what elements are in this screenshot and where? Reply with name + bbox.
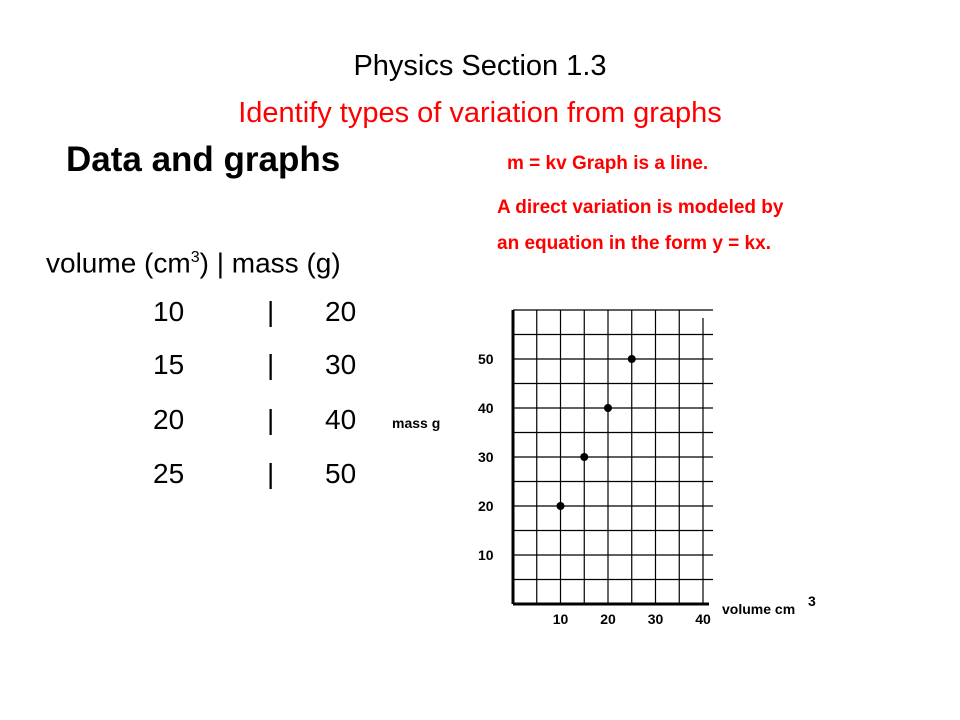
volume-cell: 15 [153,349,185,380]
volume-cell: 20 [153,404,185,435]
mass-cell: 20 [325,296,357,327]
y-tick-label: 10 [478,547,494,563]
mass-cell: 40 [325,404,357,435]
data-point [580,453,588,461]
data-point [604,404,612,412]
slide-title: Physics Section 1.3 [353,50,607,82]
x-axis-label-exponent: 3 [808,593,816,609]
header-rest-label: ) | mass (g) [199,247,341,279]
y-axis-label: mass g [392,415,441,431]
data-point [628,355,636,363]
y-tick-label: 20 [478,498,494,514]
volume-cell: 10 [153,296,185,327]
volume-cell: 25 [153,458,185,489]
y-tick-label: 30 [478,449,494,465]
column-separator: | [267,349,275,380]
y-tick-label: 50 [478,351,494,367]
column-separator: | [267,458,275,489]
x-axis-label: volume cm [722,601,796,617]
column-separator: | [267,404,275,435]
column-separator: | [267,296,275,327]
definition-note-line-2: an equation in the form y = kx. [497,233,771,254]
header-volume-label: volume (cm [46,247,191,279]
y-tick-label: 40 [478,400,494,416]
equation-note: m = kv Graph is a line. [507,153,709,174]
mass-cell: 50 [325,458,357,489]
x-tick-label: 20 [600,611,616,627]
header-volume-exponent: 3 [190,249,200,266]
data-point [557,502,565,510]
definition-note-line-1: A direct variation is modeled by [497,197,784,218]
section-heading: Data and graphs [66,140,341,179]
slide-subtitle: Identify types of variation from graphs [238,97,722,129]
x-tick-label: 10 [552,611,569,627]
mass-cell: 30 [325,349,357,380]
x-tick-label: 30 [647,611,664,627]
x-tick-label: 40 [695,611,711,627]
